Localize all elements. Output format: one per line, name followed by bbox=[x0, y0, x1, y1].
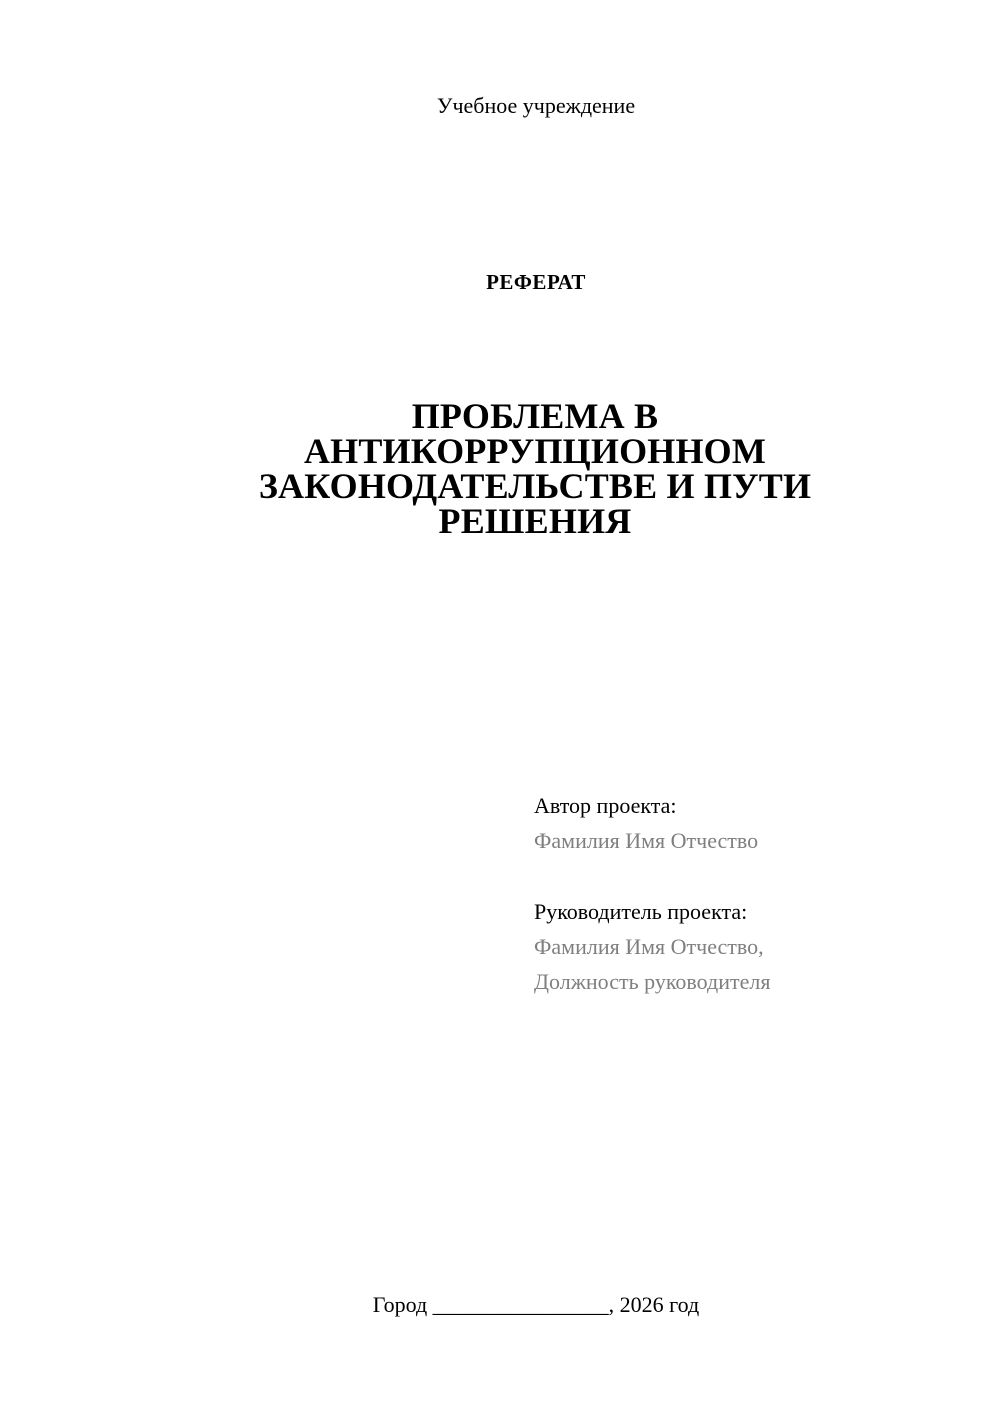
document-title bbox=[235, 396, 835, 541]
city-year-line bbox=[0, 1290, 1000, 1320]
document-type: РЕФЕРАТ bbox=[486, 270, 586, 294]
year-text: , 2026 год bbox=[608, 1292, 700, 1317]
supervisor-name: Фамилия Имя Отчество, bbox=[534, 934, 764, 959]
title-line: РЕШЕНИЯ bbox=[438, 501, 632, 541]
title-line: ЗАКОНОДАТЕЛЬСТВЕ И ПУТИ bbox=[258, 466, 812, 506]
city-label: Город bbox=[372, 1292, 428, 1317]
title-line: ПРОБЛЕМА В bbox=[411, 396, 659, 436]
spacer bbox=[534, 858, 974, 894]
author-label: Автор проекта: bbox=[534, 793, 677, 818]
supervisor-label: Руководитель проекта: bbox=[534, 899, 748, 924]
title-line: АНТИКОРРУПЦИОННОМ bbox=[303, 431, 767, 471]
city-blank: ________________ bbox=[432, 1292, 609, 1317]
credits-block bbox=[534, 788, 974, 999]
supervisor-position: Должность руководителя bbox=[534, 969, 771, 994]
author-name: Фамилия Имя Отчество bbox=[534, 828, 759, 853]
institution-name: Учебное учреждение bbox=[436, 93, 636, 118]
